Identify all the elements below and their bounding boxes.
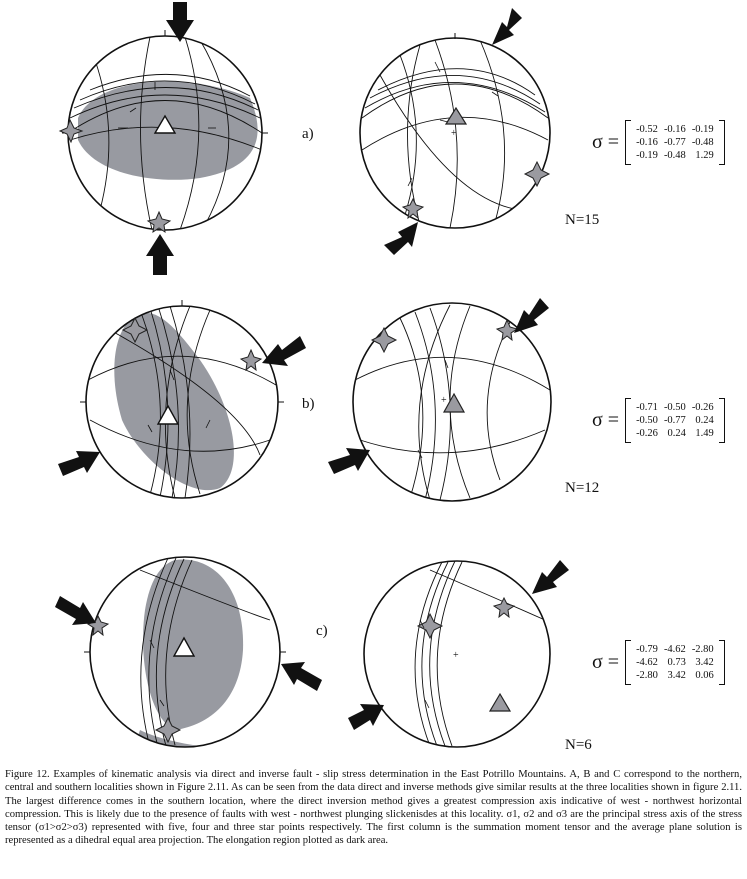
figure-caption: Figure 12. Examples of kinematic analysis via direct and inverse fault - slip stress determination in the East Potrillo Mountains. A, B and C correspond to the northern, central and southern localities shown in Figure 2.11. As can be seen from the data direct and inverse methods give similar results at the three localities shown in figure 2.11. The largest difference comes in the southern location, where the direct inversion method gives a greatest compression axis indicative of west - northwest horizontal compression. This is likely due to the presence of faults with west - northwest plunging slickenisdes at this locality. σ1, σ2 and σ3 are the principal stress axis of the stress tensor (σ1>σ2>σ3) represented with five, four and three star points respectively. The first column is the summation moment tensor and the average plane solution is represented as a dihedral equal area projection. The elongation region plotted as dark area. xyxy=(5,769,742,847)
svg-text:+: + xyxy=(453,650,459,661)
sigma3-star xyxy=(494,598,514,617)
stereonet-c-direct xyxy=(55,557,322,760)
large-arrow xyxy=(55,596,96,625)
large-arrow xyxy=(146,234,174,275)
sigma1-triangle xyxy=(444,394,464,412)
large-arrow xyxy=(328,448,370,474)
sigma3-star xyxy=(418,614,442,638)
large-arrow xyxy=(492,8,522,45)
panel-label-b: b) xyxy=(302,396,315,412)
elongation-region xyxy=(114,313,234,490)
large-arrow xyxy=(514,298,549,333)
large-arrow xyxy=(281,662,322,691)
panel-label-c: c) xyxy=(316,623,328,639)
panel-label-a: a) xyxy=(302,126,314,142)
sigma1-triangle xyxy=(446,108,466,124)
stereonet-b-inverse xyxy=(328,298,551,501)
n-label-a: N=15 xyxy=(565,212,600,228)
tensor-matrix: -0.79 -4.62 -2.80 -4.62 0.73 3.42 -2.80 3.42 0.06 xyxy=(625,640,725,685)
large-arrow xyxy=(58,451,100,476)
stereonet-a-direct xyxy=(60,2,268,275)
sigma3-star xyxy=(525,162,549,186)
large-arrow xyxy=(384,222,418,255)
stress-tensor-a xyxy=(592,120,725,165)
sigma3-star xyxy=(241,350,261,370)
large-arrow xyxy=(532,560,569,594)
stereonet-c-inverse xyxy=(348,560,569,747)
svg-text:+: + xyxy=(451,128,457,139)
tensor-matrix: -0.71 -0.50 -0.26 -0.50 -0.77 0.24 -0.26 0.24 1.49 xyxy=(625,398,725,443)
stereonet-b-direct xyxy=(58,300,306,498)
sigma-symbol: σ = xyxy=(592,651,620,673)
large-arrow xyxy=(262,336,306,366)
sigma-symbol: σ = xyxy=(592,131,620,153)
sigma1-triangle xyxy=(490,694,510,711)
sigma3-star xyxy=(372,328,396,352)
stereonet-a-inverse xyxy=(360,8,550,255)
stress-tensor-b xyxy=(592,398,725,443)
sigma3-star xyxy=(497,320,517,340)
n-label-c: N=6 xyxy=(565,737,592,753)
n-label-b: N=12 xyxy=(565,480,600,496)
sigma-symbol: σ = xyxy=(592,409,620,431)
large-arrow xyxy=(348,704,384,730)
tensor-matrix: -0.52 -0.16 -0.19 -0.16 -0.77 -0.48 -0.19 -0.48 1.29 xyxy=(625,120,725,165)
stress-tensor-c xyxy=(592,640,725,685)
svg-text:+: + xyxy=(441,395,447,406)
